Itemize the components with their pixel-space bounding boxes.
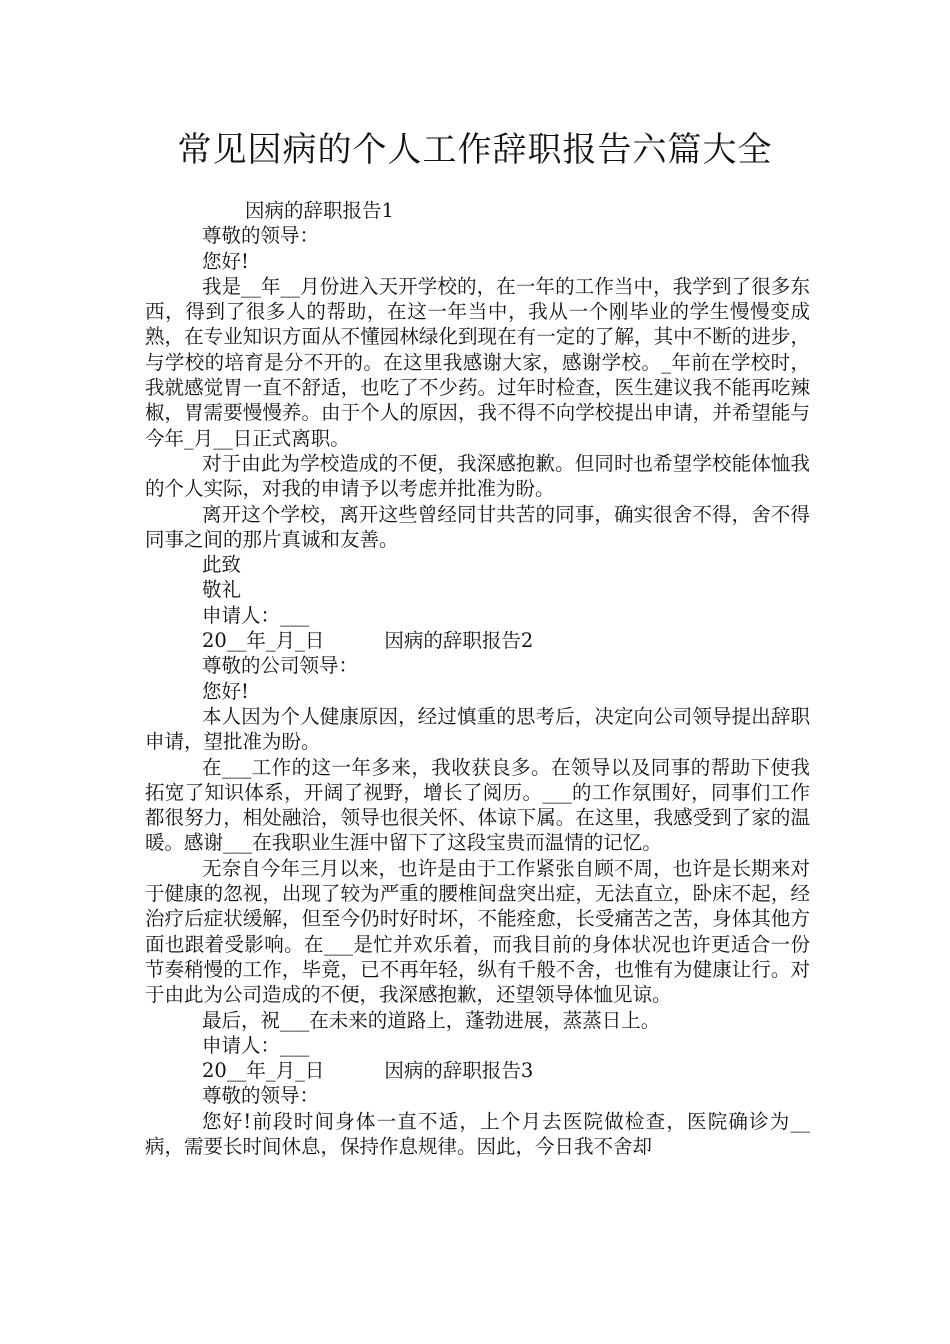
report1-applicant: 申请人：___ [202,603,310,627]
report2-applicant: 申请人：___ [202,1033,310,1057]
report1-salutation: 尊敬的领导： [202,224,320,248]
report1-paragraph-2: 对于由此为学校造成的不便，我深感抱歉。但同时也希望学校能体恤我的个人实际，对我的申请予以考虑并批准为盼。 [145,451,810,501]
report3-salutation: 尊敬的领导： [202,1084,320,1108]
document-title: 常见因病的个人工作辞职报告六篇大全 [177,130,773,170]
report2-paragraph-3: 无奈自今年三月以来，也许是由于工作紧张自顾不周，也许是长期来对于健康的忽视，出现了较为严重的腰椎间盘突出症，无法直立，卧床不起，经治疗后症状缓解，但至今仍时好时坏，不能痊愈，长受痛苦之苦，身体其他方面也跟着受影响。在___是忙并欢乐着，而我目前的身体状况也许更适合一份节奏稍慢的工作，毕竟，已不再年轻，纵有千般不舍，也惟有为健康让行。对于由此为公司造成的不便，我深感抱歉，还望领导体恤见谅。 [145,856,810,1007]
report1-closing-2: 敬礼 [202,578,242,602]
report2-greeting: 您好! [202,679,249,703]
report2-paragraph-4: 最后，祝___在未来的道路上，蓬勃进展，蒸蒸日上。 [202,1008,661,1032]
document-body [145,198,810,1159]
report2-heading: 因病的辞职报告2 [384,629,534,653]
report3-heading: 因病的辞职报告3 [384,1059,534,1083]
report1-heading: 因病的辞职报告1 [245,199,394,222]
report3-paragraph-1: 您好!前段时间身体一直不适，上个月去医院做检查，医院确诊为__病，需要长时间休息，保持作息规律。因此，今日我不舍却 [145,1109,810,1158]
report2-date-line [145,1058,810,1083]
report2-salutation: 尊敬的公司领导： [202,654,359,678]
report2-paragraph-2: 在___工作的这一年多来，我收获良多。在领导以及同事的帮助下使我拓宽了知识体系，开阔了视野，增长了阅历。___的工作氛围好，同事们工作都很努力，相处融洽，领导也很关怀、体谅下属。在这里，我感受到了家的温暖。感谢___在我职业生涯中留下了这段宝贵而温情的记忆。 [145,755,810,855]
report1-greeting: 您好! [202,249,249,273]
report2-paragraph-1: 本人因为个人健康原因，经过慎重的思考后，决定向公司领导提出辞职申请，望批准为盼。 [145,704,810,754]
report1-paragraph-1: 我是__年__月份进入天开学校的，在一年的工作当中，我学到了很多东西，得到了很多人的帮助，在这一年当中，我从一个刚毕业的学生慢慢变成熟，在专业知识方面从不懂园林绿化到现在有一定的了解，其中不断的进步，与学校的培育是分不开的。在这里我感谢大家，感谢学校。_年前在学校时，我就感觉胃一直不舒适，也吃了不少药。过年时检查，医生建议我不能再吃辣椒，胃需要慢慢养。由于个人的原因，我不得不向学校提出申请，并希望能与今年_月__日正式离职。 [145,274,810,450]
report1-closing-1: 此致 [202,553,242,577]
report1-date: 20__年_月_日 [202,629,325,653]
report2-date: 20__年_月_日 [202,1059,325,1083]
report1-paragraph-3: 离开这个学校，离开这些曾经同甘共苦的同事，确实很舍不得，舍不得同事之间的那片真诚和友善。 [145,502,810,551]
report1-date-line [145,628,810,653]
